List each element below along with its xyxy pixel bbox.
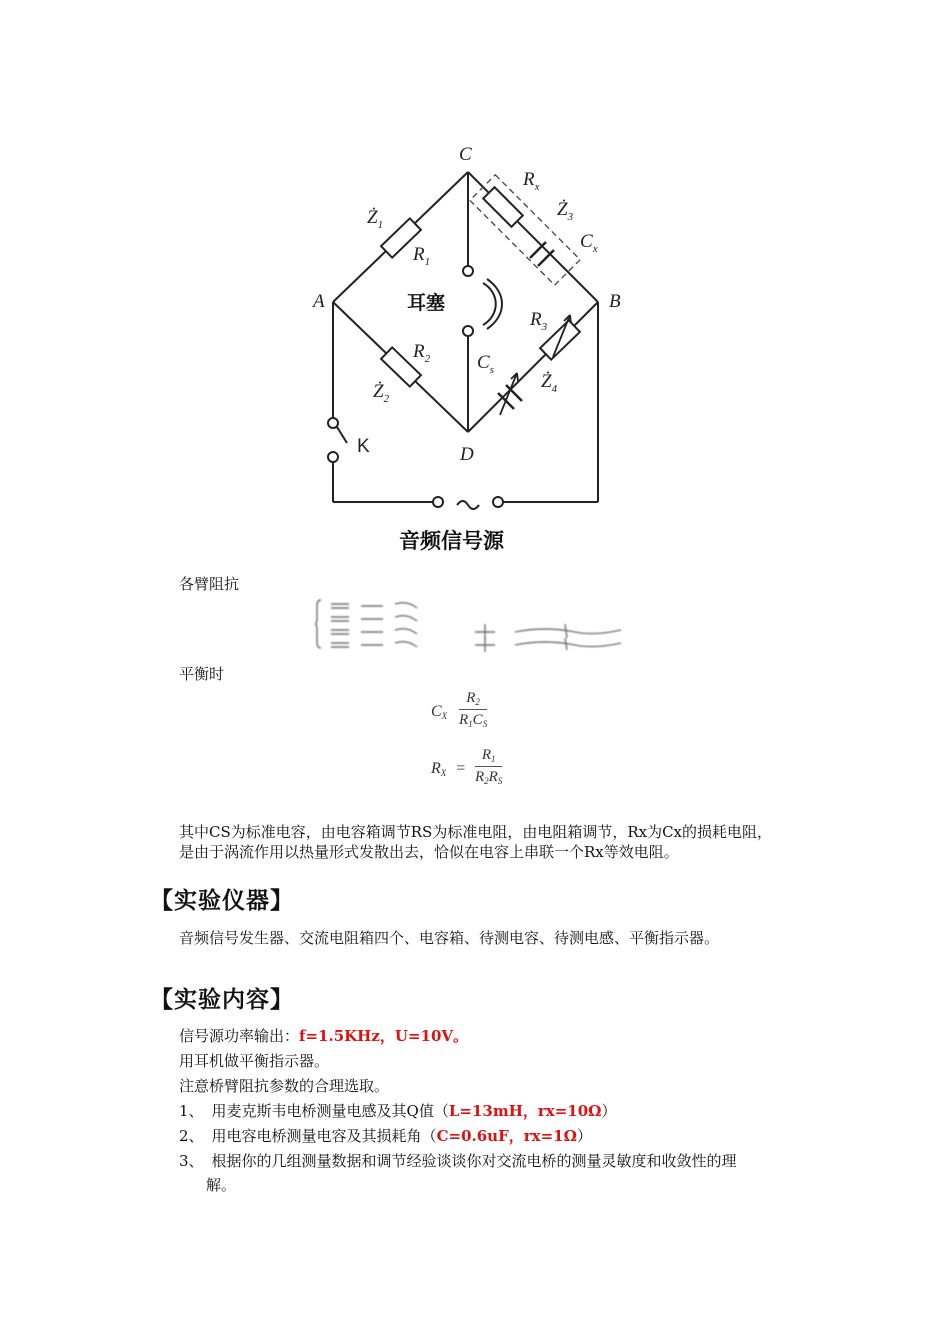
source-caption: 音频信号源 [399,529,504,553]
balance-label: 平衡时 [179,665,225,683]
earphone-line: 用耳机做平衡指示器。 [179,1052,330,1070]
node-d-label: D [460,444,474,465]
wire-c-b [468,172,598,302]
source-terminal-right [493,497,503,507]
source-terminal-left [433,497,443,507]
heading-instruments: 【实验仪器】 [150,888,294,914]
switch-k-bottom [328,452,338,462]
list-item-3: 3、 根据你的几组测量数据和调节经验谈谈你对交流电桥的测量灵敏度和收敛性的理 [179,1152,737,1170]
capacitor-cx [530,242,554,266]
switch-k-label: K [357,436,370,457]
z4-label: $Ż_4$ [541,371,558,395]
switch-k-top [328,418,338,428]
bridge-circuit-diagram [295,135,655,565]
earphone-terminal-top [463,266,473,276]
eq2-lhs: $R_X$ = [431,760,466,778]
inductance-values: L=13mH，rx=10Ω [448,1102,602,1120]
eq1-fraction: $\frac{R_2}{R_1C_S}$ [459,690,488,729]
earphone-terminal-bottom [463,326,473,336]
instruments-list: 音频信号发生器、交流电阻箱四个、电容箱、待测电容、待测电感、平衡指示器。 [179,929,720,947]
resistor-rx [483,187,523,227]
node-b-label: B [609,291,621,312]
node-a-label: A [313,291,325,312]
source-tilde [457,501,479,509]
cs-label: $C_s$ [477,352,494,376]
explanation-line-1: 其中CS为标准电容，由电容箱调节RS为标准电阻，由电阻箱调节，Rx为Cx的损耗电阻， [179,823,773,841]
eq1-lhs: $C_X$ [431,703,448,721]
r2-label: $R_2$ [413,341,431,365]
note-line: 注意桥臂阻抗参数的合理选取。 [179,1077,390,1095]
earphone-symbol [483,283,496,325]
z3-label: $Ż_3$ [557,199,574,223]
heading-content: 【实验内容】 [150,987,294,1013]
explanation-line-2: 是由于涡流作用以热量形式发散出去，恰似在电容上串联一个Rx等效电阻。 [179,843,679,861]
switch-k-blade [337,427,347,443]
signal-source-value: f=1.5KHz，U=10V。 [299,1027,469,1045]
list-item-3-continued: 解。 [206,1176,237,1194]
arm-impedance-label: 各臂阻抗 [179,575,240,593]
r1-label: $R_1$ [413,244,431,268]
list-item-1: 1、 用麦克斯韦电桥测量电感及其Q值（L=13mH，rx=10Ω） [179,1102,617,1120]
eq2-fraction: $\frac{R_1}{R_2R_S}$ [475,747,503,786]
capacitance-values: C=0.6uF，rx=1Ω [436,1127,577,1145]
arm-impedance-equations-image [315,596,625,652]
list-item-2: 2、 用电容电桥测量电容及其损耗角（C=0.6uF，rx=1Ω） [179,1127,592,1145]
signal-source-line: 信号源功率输出：f=1.5KHz，U=10V。 [179,1027,469,1045]
node-c-label: C [459,144,472,165]
cx-label: $C_x$ [580,231,598,255]
r3-label: $R_3$ [530,309,548,333]
z2-label: $Ż_2$ [373,381,390,405]
rx-label: $R_x$ [523,169,540,193]
earphone-label: 耳塞 [407,292,446,314]
z1-label: $Ż_1$ [367,207,384,231]
